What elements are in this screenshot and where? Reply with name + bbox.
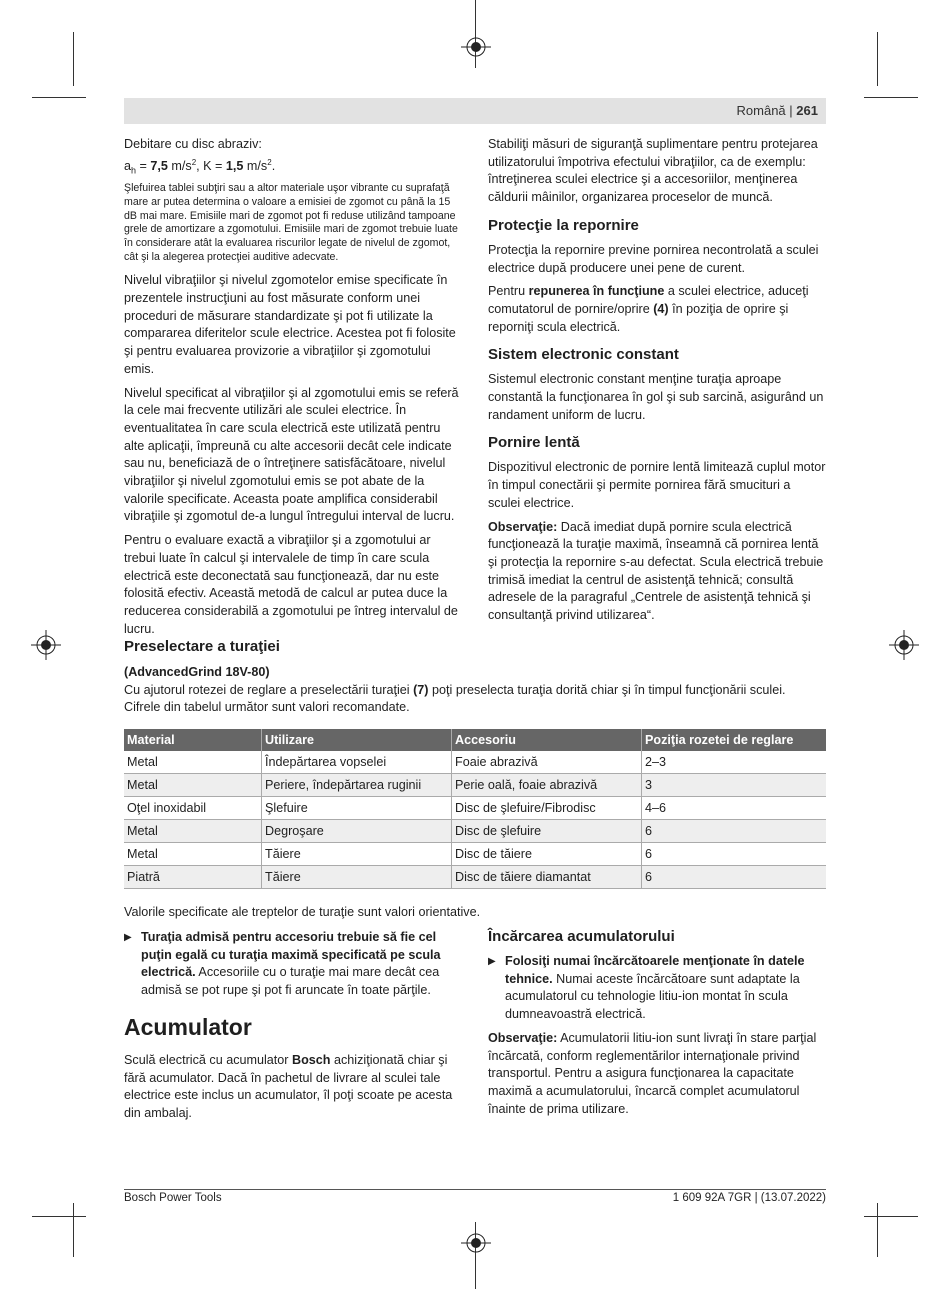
ah-equals: = <box>136 158 151 173</box>
constant-heading: Sistem electronic constant <box>488 346 679 364</box>
k-label: , K = <box>196 158 226 173</box>
restart-para-2 <box>488 283 826 336</box>
table-row <box>124 751 826 774</box>
vibration-para-2: Nivelul specificat al vibraţiilor şi al zgomotului emis se referă la cele mai frecvente utilizări ale sculei electrice. În eventualitatea în care scula electrică este utilizată pentru alte aplicaţii, împreună cu alte accesorii decât cele indicate sau nu, beneficiază de o întreţinere satisfăcătoare, nivelul vibraţiilor şi nivelul zgomotului emis se pot abate de la valorile specificate. Aceasta poate amplifica considerabil vibraţiile şi zgomotul de-a lungul întregului interval de lucru. <box>124 385 459 524</box>
table-row <box>124 774 826 797</box>
header-label <box>737 103 818 118</box>
bullet-text: Accesoriile cu o turaţie mai mare decât cea admisă se pot rupe şi pot fi aruncate în toate părţile. <box>141 965 440 998</box>
table-cell: Şlefuire <box>262 797 452 820</box>
vibration-para-1: Nivelul vibraţiilor şi nivelul zgomotelor emise specificate în prezentele instrucţiuni au fost măsurate conform unei proceduri de măsurare standardizate şi pot fi utilizate la compararea diferitelor scule electrice. Acestea pot fi folosite şi pentru evaluarea provizorie a vibraţiilor şi zgomotului emis. <box>124 273 456 376</box>
softstart-observation <box>488 519 826 625</box>
bottom-right-column <box>488 920 826 1124</box>
acc-text-c: achiziţionată chiar şi fără acumulator. Dacă în pachetul de livrare al sculei tale electrice este inclus un acumulator, îl poţi scoate pe acesta din ambalaj. <box>124 1052 453 1120</box>
page-number: 261 <box>796 103 818 118</box>
table-cell: Metal <box>124 820 262 843</box>
col-accessory: Accesoriu <box>452 729 642 751</box>
bullet-item <box>488 953 826 1024</box>
bullet-bold: Turaţia admisă pentru accesoriu trebuie să fie cel puţin egală cu turaţia maximă specificată pe scula electrică. <box>141 930 441 980</box>
header-language: Română <box>736 103 786 118</box>
observation-label: Observaţie: <box>488 1030 558 1045</box>
k-exp: 2 <box>267 157 272 167</box>
table-cell: Perie oală, foaie abrazivă <box>452 774 642 797</box>
values-end: . <box>271 158 276 173</box>
restart-heading: Protecţie la repornire <box>488 216 639 234</box>
table-cell: Tăiere <box>262 843 452 866</box>
noise-note: Şlefuirea tablei subţiri sau a altor materiale uşor vibrante cu suprafaţă mare ar putea determina o valoare a emisiei de zgomot cu până la 15 dB mai mare. Emisiile mari de zgomot pot fi reduse utilizând tampoane grele de amortizare a zgomotului. Emisiile mari de zgomot trebuie luate în considerare atât la evaluarea riscurilor legate de nivelul de zgomot, cât şi la alegerea protecţiei auditive adecvate. <box>124 182 458 263</box>
accumulator-para <box>124 1052 462 1123</box>
speed-text-c: poţi preselecta turaţia dorită chiar şi în timpul funcţionării sculei. <box>428 682 786 697</box>
table-cell: Disc de şlefuire <box>452 820 642 843</box>
abrasive-label: Debitare cu disc abraziv: <box>124 137 262 151</box>
footer-right: 1 609 92A 7GR | (13.07.2022) <box>672 1192 826 1204</box>
brand-name: Bosch <box>292 1052 331 1067</box>
acc-text-a: Sculă electrică cu acumulator <box>124 1052 292 1067</box>
table-cell: 4–6 <box>642 797 827 820</box>
table-cell: 3 <box>642 774 827 797</box>
bullet-text: Numai aceste încărcătoare sunt adaptate la acumulatorul cu tehnologie litiu-ion montat în scula dumneavoastră electrică. <box>505 971 800 1022</box>
col-dial-position: Poziţia rozetei de reglare <box>642 729 827 751</box>
constant-para: Sistemul electronic constant menţine turaţia aproape constantă la funcţionarea în gol şi sub sarcină, asigurând un randament uniform de lucru. <box>488 372 824 422</box>
ah-unit: m/s <box>167 158 192 173</box>
vibration-para-3: Pentru o evaluare exactă a vibraţiilor şi a zgomotului ar trebui luate în calcul şi intervalele de timp în care scula electrică este deconectată sau funcţionează, dar nu este folosită efectiv. Această metodă de calcul ar putea duce la reducerea considerabilă a zgomotului pe întreg intervalul de lucru. <box>124 533 458 636</box>
ah-exp: 2 <box>191 157 197 167</box>
dial-ref: (7) <box>413 682 429 697</box>
crosshair-icon <box>889 630 919 660</box>
speed-note: Valorile specificate ale treptelor de turaţie sunt valori orientative. <box>124 905 481 919</box>
observation-text: Dacă imediat după pornire scula electrică funcţionează la turaţie maximă, înseamnă că pornirea lentă şi protecţia la repornire s-au defectat. Scula electrică trebuie trimisă imediat la centrul de asistenţă tehnică; consultă adresele de la paragraful „Centrele de asistenţă tehnică şi consultanţă privind utilizarea“. <box>488 519 824 623</box>
table-row <box>124 797 826 820</box>
k-unit: m/s <box>243 158 268 173</box>
table-cell: Oţel inoxidabil <box>124 797 262 820</box>
table-cell: 6 <box>642 820 827 843</box>
k-value: 1,5 <box>225 158 244 173</box>
table-cell: 6 <box>642 843 827 866</box>
restart-para-1: Protecţia la repornire previne pornirea necontrolată a sculei electrice după producere unei pene de curent. <box>488 242 819 275</box>
speed-para-2: Cifrele din tabelul următor sunt valori recomandate. <box>124 700 410 715</box>
table-cell: Piatră <box>124 866 262 889</box>
table-cell: 6 <box>642 866 827 889</box>
restart-text-e: în poziţia de oprire şi reporniţi scula electrică. <box>488 301 789 334</box>
bullet-item <box>124 929 462 1000</box>
speed-table <box>124 729 826 889</box>
bottom-left-column <box>124 929 462 1129</box>
restart-text-a: Pentru <box>488 284 529 299</box>
model-label: (AdvancedGrind 18V-80) <box>124 665 270 679</box>
speed-section <box>124 638 826 717</box>
table-row <box>124 820 826 843</box>
ah-symbol: a <box>124 158 132 173</box>
accumulator-heading: Acumulator <box>124 1013 252 1040</box>
footer-left: Bosch Power Tools <box>124 1192 222 1204</box>
crosshair-icon <box>461 1228 491 1258</box>
left-column <box>124 136 464 644</box>
table-cell: Disc de tăiere <box>452 843 642 866</box>
bullet-bold: Folosiţi numai încărcătoarele menţionate în datele tehnice. <box>505 954 805 986</box>
col-usage: Utilizare <box>262 729 452 751</box>
restart-text-c: a sculei electrice, aduceţi comutatorul de pornire/oprire <box>488 284 809 316</box>
table-cell: Îndepărtarea vopselei <box>262 751 452 774</box>
page-header <box>124 98 826 124</box>
table-cell: Metal <box>124 751 262 774</box>
table-cell: Disc de şlefuire/Fibrodisc <box>452 797 642 820</box>
crosshair-icon <box>31 630 61 660</box>
charging-heading: Încărcarea acumulatorului <box>488 928 675 945</box>
table-cell: Degroşare <box>262 820 452 843</box>
table-cell: 2–3 <box>642 751 827 774</box>
table-cell: Tăiere <box>262 866 452 889</box>
switch-ref: (4) <box>653 301 669 316</box>
speed-text-a: Cu ajutorul rotezei de reglare a preselectării turaţiei <box>124 682 414 697</box>
vibration-values <box>124 154 464 180</box>
safety-para: Stabiliţi măsuri de siguranţă suplimentare pentru protejarea utilizatorului împotriva efectului vibraţiilor, ca de exemplu: întreţinerea sculei electrice şi a accesoriilor, menţinerea căldurii mâinilor, organizarea proceselor de muncă. <box>488 137 818 205</box>
table-cell: Disc de tăiere diamantat <box>452 866 642 889</box>
ah-value: 7,5 <box>150 158 168 173</box>
speed-heading: Preselectare a turaţiei <box>124 638 280 655</box>
charging-observation <box>488 1030 826 1119</box>
table-cell: Metal <box>124 843 262 866</box>
col-material: Material <box>124 729 262 751</box>
crosshair-icon <box>461 32 491 62</box>
table-header-row <box>124 729 826 751</box>
table-cell: Periere, îndepărtarea ruginii <box>262 774 452 797</box>
triangle-right-icon: ▶ <box>124 932 132 943</box>
speed-para <box>124 682 826 700</box>
table-cell: Metal <box>124 774 262 797</box>
observation-text: Acumulatorii litiu-ion sunt livraţi în stare parţial încărcată, conform reglementărilor internaţionale privind transportul. Pentru a asigura funcţionarea la capacitate maximă a acumulatorului, încarcă complet acumulatorul înainte de prima utilizare. <box>488 1030 817 1116</box>
restart-bold: repunerea în funcţiune <box>528 284 665 299</box>
right-column <box>488 136 826 631</box>
table-row <box>124 866 826 889</box>
header-separator: | <box>789 103 793 118</box>
observation-label: Observaţie: <box>488 519 558 534</box>
ah-sub: h <box>131 165 137 176</box>
table-row <box>124 843 826 866</box>
footer-rule <box>124 1189 826 1190</box>
softstart-para: Dispozitivul electronic de pornire lentă limitează cuplul motor în timpul conectării şi permite pornirea fără smucituri a sculei electrice. <box>488 460 826 510</box>
triangle-right-icon: ▶ <box>488 956 496 967</box>
softstart-heading: Pornire lentă <box>488 434 580 452</box>
table-cell: Foaie abrazivă <box>452 751 642 774</box>
